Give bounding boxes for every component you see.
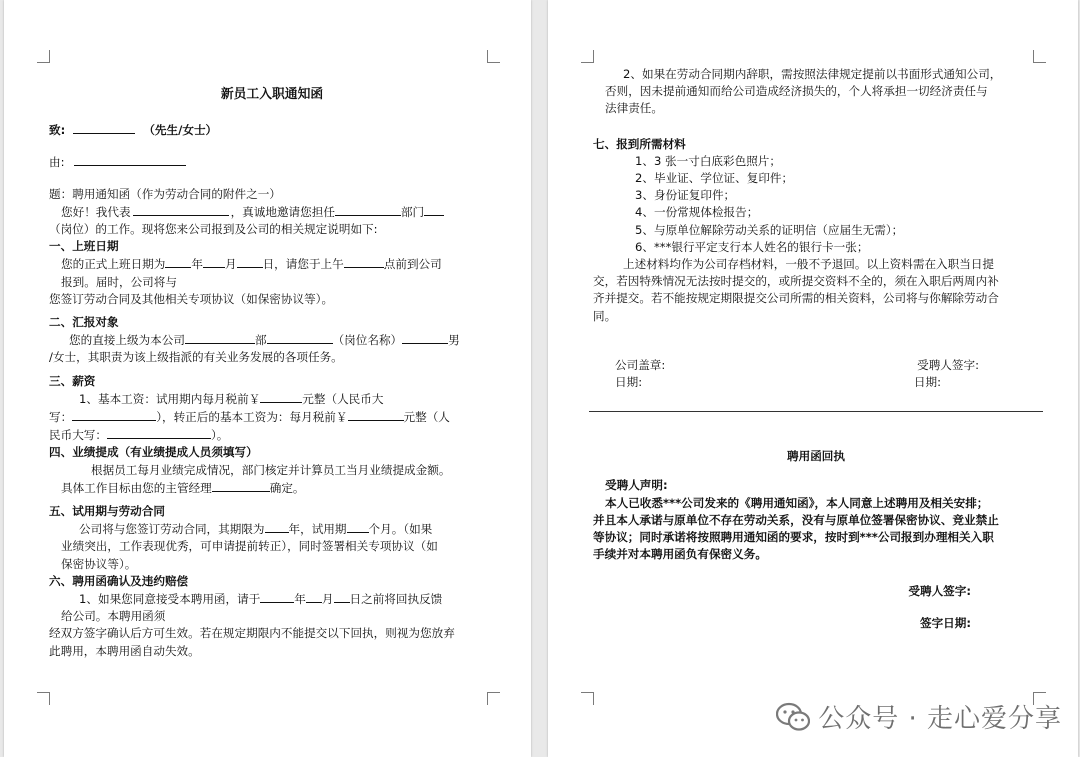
blank-field bbox=[237, 255, 263, 268]
blank-field bbox=[72, 408, 156, 421]
section-3-title: 三、薪资 bbox=[49, 373, 96, 388]
blank-field bbox=[335, 203, 401, 216]
p2-line-1: 2、如果在劳动合同期内辞职，需按照法律规定提前以书面形式通知公司， bbox=[623, 67, 1002, 81]
blank-field bbox=[424, 203, 444, 216]
section-4-title: 四、业绩提成（有业绩提成人员须填写） bbox=[49, 445, 258, 460]
s5-line-3: 保密协议等）。 bbox=[61, 556, 137, 571]
s6-line-4: 此聘用，本聘用函自动失效。 bbox=[49, 643, 200, 658]
blank-field bbox=[348, 408, 404, 421]
text: 民币大写： bbox=[49, 428, 107, 443]
declaration-line-4: 手续并对本聘用函负有保密义务。 bbox=[593, 547, 767, 562]
section-1-title: 一、上班日期 bbox=[49, 239, 119, 254]
intro-line-1 bbox=[49, 203, 495, 221]
blank-field bbox=[212, 479, 270, 492]
blank-field bbox=[265, 520, 289, 533]
employee-sign-label: 受聘人签字: bbox=[917, 357, 979, 372]
document-title: 新员工入职通知函 bbox=[220, 87, 324, 102]
crop-mark bbox=[1033, 50, 1046, 63]
s3-line-3 bbox=[49, 426, 495, 444]
text: 确定。 bbox=[269, 480, 305, 495]
text: 部门 bbox=[400, 204, 425, 219]
crop-mark bbox=[581, 692, 594, 705]
signature-row bbox=[593, 357, 1039, 374]
text: ）。 bbox=[210, 428, 229, 443]
declaration-line-3: 等协议；同时承诺将按照聘用通知函的要求，按时到***公司报到办理相关入职 bbox=[593, 530, 994, 545]
crop-mark bbox=[37, 50, 50, 63]
text: 年，试用期 bbox=[288, 522, 347, 537]
to-label: 致: bbox=[49, 123, 66, 138]
text: 具体工作目标由您的主管经理 bbox=[61, 480, 212, 495]
from-label: 由: bbox=[49, 155, 65, 170]
left-page-body bbox=[49, 86, 495, 660]
text: 1、基本工资：试用期内每月税前￥ bbox=[79, 391, 261, 406]
text: 个月。（如果 bbox=[368, 522, 433, 537]
text: 您好！我代表 bbox=[61, 204, 131, 219]
blank-field bbox=[74, 153, 186, 166]
s4-line-2 bbox=[49, 479, 495, 497]
blank-field bbox=[260, 390, 302, 403]
crop-mark bbox=[581, 50, 594, 63]
s4-line-1: 根据员工每月业绩完成情况，部门核定并计算员工当月业绩提成金额。 bbox=[91, 462, 451, 477]
s6-line-2: 给公司。本聘用函须 bbox=[61, 609, 166, 624]
text: 写： bbox=[49, 410, 73, 425]
text: 年 bbox=[191, 257, 203, 272]
s1-line-1 bbox=[49, 255, 495, 273]
blank-field bbox=[402, 331, 448, 344]
p2-line-3: 法律责任。 bbox=[605, 101, 663, 116]
text: 年 bbox=[294, 592, 306, 607]
blank-field bbox=[133, 203, 229, 216]
declaration-title: 受聘人声明: bbox=[605, 478, 668, 493]
text: 日，请您于上午 bbox=[262, 257, 344, 272]
text: 您的直接上级为本公司 bbox=[69, 333, 185, 348]
text: 日之前将回执反馈 bbox=[349, 592, 443, 607]
blank-field bbox=[306, 590, 322, 603]
company-seal-label: 公司盖章: bbox=[615, 357, 666, 372]
materials-item: 4、一份常规体检报告； bbox=[635, 205, 759, 220]
blank-field bbox=[347, 520, 369, 533]
blank-field bbox=[203, 255, 225, 268]
note-line-2: 交，若因特殊情况无法按时提交的，或所提交资料不全的，须在入职后两周内补 bbox=[593, 274, 999, 289]
materials-item: 3、身份证复印件； bbox=[635, 188, 736, 203]
text: 点前到公司 bbox=[383, 257, 442, 272]
section-2-title: 二、汇报对象 bbox=[49, 315, 119, 330]
text: 部 bbox=[254, 333, 267, 348]
declaration-line-2: 并且本人承诺与原单位不存在劳动关系，没有与原单位签署保密协议、竞业禁止 bbox=[593, 512, 999, 527]
blank-field bbox=[344, 255, 384, 268]
blank-field bbox=[185, 331, 255, 344]
receipt-date-label: 签字日期: bbox=[919, 615, 971, 630]
text: 月 bbox=[321, 592, 334, 607]
watermark bbox=[776, 698, 1062, 735]
receipt-title: 聘用函回执 bbox=[787, 449, 845, 464]
crop-mark bbox=[37, 692, 50, 705]
text: ，真诚地邀请您担任 bbox=[230, 204, 335, 219]
right-page-body bbox=[593, 66, 1039, 632]
s2-line-1 bbox=[49, 331, 495, 349]
intro-line-2: （岗位）的工作。现将您来公司报到及公司的相关规定说明如下: bbox=[49, 222, 378, 237]
text: 月 bbox=[224, 257, 237, 272]
s5-line-2: 业绩突出，工作表现优秀，可申请提前转正），同时签署相关专项协议（如 bbox=[61, 539, 438, 554]
document-page-left bbox=[4, 0, 531, 757]
document-page-right bbox=[548, 0, 1078, 757]
s2-line-2: /女士，其职责为该上级指派的有关业务发展的各项任务。 bbox=[49, 350, 343, 365]
s6-line-3: 经双方签字确认后方可生效。若在规定期限内不能提交以下回执，则视为您放弃 bbox=[49, 626, 455, 641]
s1-line-2: 报到。届时，公司将与 bbox=[61, 274, 177, 289]
s5-line-1 bbox=[49, 520, 495, 538]
text: 您的正式上班日期为 bbox=[61, 257, 166, 272]
receipt-sign-label: 受聘人签字: bbox=[908, 584, 971, 599]
section-6-title: 六、聘用函确认及违约赔偿 bbox=[49, 573, 189, 588]
note-line-3: 齐并提交。若不能按规定期限提交公司所需的相关资料，公司将与你解除劳动合 bbox=[593, 291, 999, 306]
materials-item: 5、与原单位解除劳动关系的证明信（应届生无需）； bbox=[635, 222, 904, 237]
text: 元整（人民币大 bbox=[302, 391, 384, 406]
s1-line-3: 您签订劳动合同及其他相关专项协议（如保密协议等）。 bbox=[49, 291, 334, 306]
note-line-1: 上述材料均作为公司存档材料，一般不予退回。以上资料需在入职当日提 bbox=[623, 257, 995, 272]
text: 公司将与您签订劳动合同，其期限为 bbox=[79, 522, 265, 537]
s3-line-2 bbox=[49, 408, 495, 426]
crop-mark bbox=[487, 692, 500, 705]
wechat-icon bbox=[776, 702, 810, 732]
blank-field bbox=[107, 426, 211, 439]
text: 男 bbox=[448, 333, 460, 348]
date-label-right: 日期: bbox=[913, 375, 941, 390]
text: 元整（人 bbox=[403, 410, 450, 425]
text: ），转正后的基本工资为：每月税前￥ bbox=[156, 410, 348, 425]
materials-item: 6、***银行平定支行本人姓名的银行卡一张； bbox=[635, 239, 869, 254]
materials-item: 1、3 张一寸白底彩色照片； bbox=[635, 153, 781, 168]
section-5-title: 五、试用期与劳动合同 bbox=[49, 504, 165, 519]
note-line-4: 同。 bbox=[593, 308, 617, 323]
p2-line-2: 否则，因未提前通知而给公司造成经济损失的，个人将承担一切经济责任与 bbox=[605, 84, 988, 99]
blank-field bbox=[260, 590, 294, 603]
blank-field bbox=[267, 331, 333, 344]
s6-line-1 bbox=[49, 590, 495, 608]
blank-field bbox=[165, 255, 191, 268]
date-row bbox=[593, 374, 1039, 391]
s3-line-1 bbox=[49, 390, 495, 408]
blank-field bbox=[334, 590, 350, 603]
text: 1、如果您同意接受本聘用函，请于 bbox=[79, 592, 261, 607]
to-suffix: （先生/女士） bbox=[143, 123, 218, 138]
watermark-text: 公众号 · 走心爱分享 bbox=[818, 704, 1062, 734]
from-line bbox=[49, 153, 495, 171]
crop-mark bbox=[487, 50, 500, 63]
to-line bbox=[49, 121, 495, 139]
blank-field bbox=[73, 121, 135, 134]
text: （岗位名称） bbox=[332, 333, 403, 348]
date-label-left: 日期: bbox=[615, 375, 643, 390]
materials-item: 2、毕业证、学位证、复印件； bbox=[635, 171, 794, 186]
subject-line: 题：聘用通知函（作为劳动合同的附件之一） bbox=[49, 186, 281, 201]
section-7-title: 七、报到所需材料 bbox=[593, 136, 686, 151]
declaration-line-1: 本人已收悉***公司发来的《聘用通知函》，本人同意上述聘用及相关安排； bbox=[605, 495, 989, 510]
